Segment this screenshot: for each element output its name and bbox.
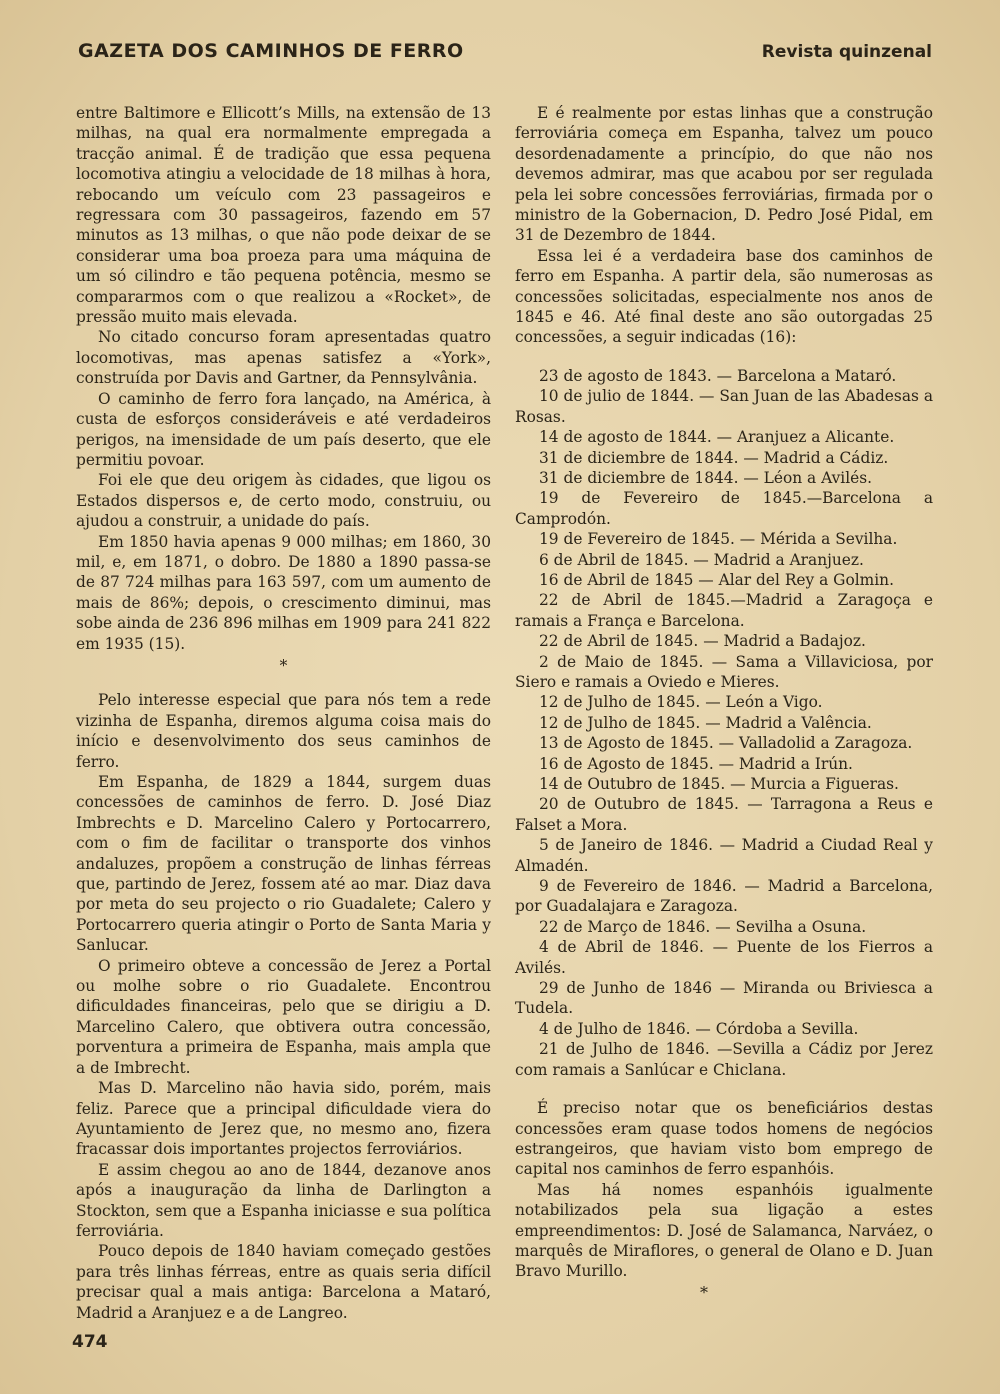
list-item: 6 de Abril de 1845. — Madrid a Aranjuez.	[539, 550, 864, 569]
paragraph: O primeiro obteve a concessão de Jerez a Portal ou molhe sobre o rio Guadalete. Encontrou dificuldades financeiras, pelo que se dirigiu a D. Marcelino Calero, que obtivera outra concessão, porventura a primeira de Espanha, mais ampla que a de Imbrecht.	[76, 956, 491, 1077]
paragraph: Em Espanha, de 1829 a 1844, surgem duas concessões de caminhos de ferro. D. José Diaz Imbrechts e D. Marcelino Calero y Portocarrero, com o fim de facilitar o transporte dos vinhos andaluzes, propõem a construção de linhas férreas que, partindo de Jerez, fossem até ao mar. Diaz dava por meta do seu projecto o rio Guadalete; Calero y Portocarrero queria atingir o Porto de Santa Maria y Sanlucar.	[76, 773, 491, 955]
list-item: 4 de Julho de 1846. — Córdoba a Sevilla.	[539, 1019, 859, 1038]
list-item: 4 de Abril de 1846. — Puente de los Fierros a Avilés.	[515, 938, 933, 977]
left-column	[76, 103, 491, 1323]
paragraph: Foi ele que deu origem às cidades, que ligou os Estados dispersos e, de certo modo, construiu, ou ajudou a construir, a unidade do país.	[76, 471, 491, 531]
list-item: 20 de Outubro de 1845. — Tarragona a Reus e Falset a Mora.	[515, 795, 933, 834]
list-item: 5 de Janeiro de 1846. — Madrid a Ciudad Real y Almadén.	[515, 836, 933, 875]
list-item: 12 de Julho de 1845. — Madrid a Valência.	[539, 713, 872, 732]
end-mark: *	[700, 1283, 708, 1302]
paragraph: Pouco depois de 1840 haviam começado gestões para três linhas férreas, entre as quais seria difícil precisar qual a mais antiga: Barcelona a Mataró, Madrid a Aranjuez e a de Langreo.	[76, 1242, 491, 1322]
paragraph: Pelo interesse especial que para nós tem a rede vizinha de Espanha, diremos alguma coisa mais do início e desenvolvimento dos seus caminhos de ferro.	[76, 691, 491, 771]
concessions-list	[515, 366, 933, 1080]
paragraph: entre Baltimore e Ellicott’s Mills, na extensão de 13 milhas, na qual era normalmente empregada a tracção animal. É de tradição que essa pequena locomotiva atingiu a velocidade de 18 milhas à hora, rebocando um veículo com 23 passageiros e regressara com 30 passageiros, fazendo em 57 minutos as 13 milhas, o que não pode deixar de se considerar uma boa proeza para uma máquina de um só cilindro e tão pequena potência, mesmo se compararmos com o que realizou a «Rocket», de pressão muito mais elevada.	[76, 104, 491, 327]
list-item: 31 de diciembre de 1844. — Madrid a Cádiz.	[539, 448, 889, 467]
paragraph: É preciso notar que os beneficiários destas concessões eram quase todos homens de negócios estrangeiros, que haviam visto bom emprego de capital nos caminhos de ferro espanhóis.	[515, 1099, 933, 1179]
publication-title: GAZETA DOS CAMINHOS DE FERRO	[78, 40, 464, 62]
publication-subtitle: Revista quinzenal	[761, 42, 932, 62]
list-item: 21 de Julho de 1846. —Sevilla a Cádiz por Jerez com ramais a Sanlúcar e Chiclana.	[515, 1040, 933, 1079]
list-item: 19 de Fevereiro de 1845. — Mérida a Sevilha.	[539, 530, 898, 549]
page-number: 474	[72, 1332, 108, 1352]
list-item: 22 de Abril de 1845.—Madrid a Zaragoça e ramais a França e Barcelona.	[515, 591, 933, 630]
section-separator: *	[279, 656, 288, 675]
paragraph: No citado concurso foram apresentadas quatro locomotivas, mas apenas satisfez a «York», construída por Davis and Gartner, da Pennsylvânia.	[76, 328, 491, 388]
right-column	[515, 103, 933, 1282]
paragraph: Essa lei é a verdadeira base dos caminhos de ferro em Espanha. A partir dela, são numerosas as concessões solicitadas, especialmente nos anos de 1845 e 46. Até final deste ano são outorgadas 25 concessões, a seguir indicadas (16):	[515, 246, 933, 347]
paragraph: O caminho de ferro fora lançado, na América, à custa de esforços consideráveis e até verdadeiros perigos, na imensidade de um país deserto, que ele permitiu povoar.	[76, 389, 491, 469]
paragraph: Mas D. Marcelino não havia sido, porém, mais feliz. Parece que a principal dificuldade viera do Ayuntamiento de Jerez que, no mesmo ano, fizera fracassar dois importantes projectos ferroviários.	[76, 1079, 491, 1159]
list-item: 16 de Abril de 1845 — Alar del Rey a Golmin.	[539, 570, 894, 589]
list-item: 16 de Agosto de 1845. — Madrid a Irún.	[539, 754, 853, 773]
list-item: 9 de Fevereiro de 1846. — Madrid a Barcelona, por Guadalajara e Zaragoza.	[515, 877, 933, 916]
list-item: 12 de Julho de 1845. — León a Vigo.	[539, 693, 823, 712]
list-item: 10 de julio de 1844. — San Juan de las Abadesas a Rosas.	[515, 387, 933, 426]
paragraph: E é realmente por estas linhas que a construção ferroviária começa em Espanha, talvez um pouco desordenadamente a princípio, do que não nos devemos admirar, mas que acabou por ser regulada pela lei sobre concessões ferroviárias, firmada por o ministro de la Gobernacion, D. Pedro José Pidal, em 31 de Dezembro de 1844.	[515, 104, 933, 245]
list-item: 31 de diciembre de 1844. — Léon a Avilés.	[539, 468, 873, 487]
list-item: 23 de agosto de 1843. — Barcelona a Mataró.	[539, 366, 897, 385]
list-item: 13 de Agosto de 1845. — Valladolid a Zaragoza.	[539, 734, 913, 753]
list-item: 22 de Março de 1846. — Sevilha a Osuna.	[539, 917, 867, 936]
list-item: 2 de Maio de 1845. — Sama a Villaviciosa, por Siero e ramais a Oviedo e Mieres.	[515, 652, 933, 691]
page-header	[78, 40, 932, 70]
list-item: 14 de agosto de 1844. — Aranjuez a Alicante.	[539, 428, 895, 447]
paragraph: E assim chegou ao ano de 1844, dezanove anos após a inauguração da linha de Darlington a Stockton, sem que a Espanha iniciasse e sua política ferroviária.	[76, 1160, 491, 1240]
list-item: 22 de Abril de 1845. — Madrid a Badajoz.	[539, 632, 866, 651]
paragraph: Em 1850 havia apenas 9 000 milhas; em 1860, 30 mil, e, em 1871, o dobro. De 1880 a 1890 passa-se de 87 724 milhas para 163 597, com um aumento de mais de 86%; depois, o crescimento diminui, mas sobe ainda de 236 896 milhas em 1909 para 241 822 em 1935 (15).	[76, 532, 491, 653]
list-item: 29 de Junho de 1846 — Miranda ou Briviesca a Tudela.	[515, 979, 933, 1018]
list-item: 19 de Fevereiro de 1845.—Barcelona a Camprodón.	[515, 489, 933, 528]
paragraph: Mas há nomes espanhóis igualmente notabilizados pela sua ligação a estes empreendimentos: D. José de Salamanca, Narváez, o marquês de Miraflores, o general de Olano e D. Juan Bravo Murillo.	[515, 1180, 933, 1281]
list-item: 14 de Outubro de 1845. — Murcia a Figueras.	[539, 775, 899, 793]
